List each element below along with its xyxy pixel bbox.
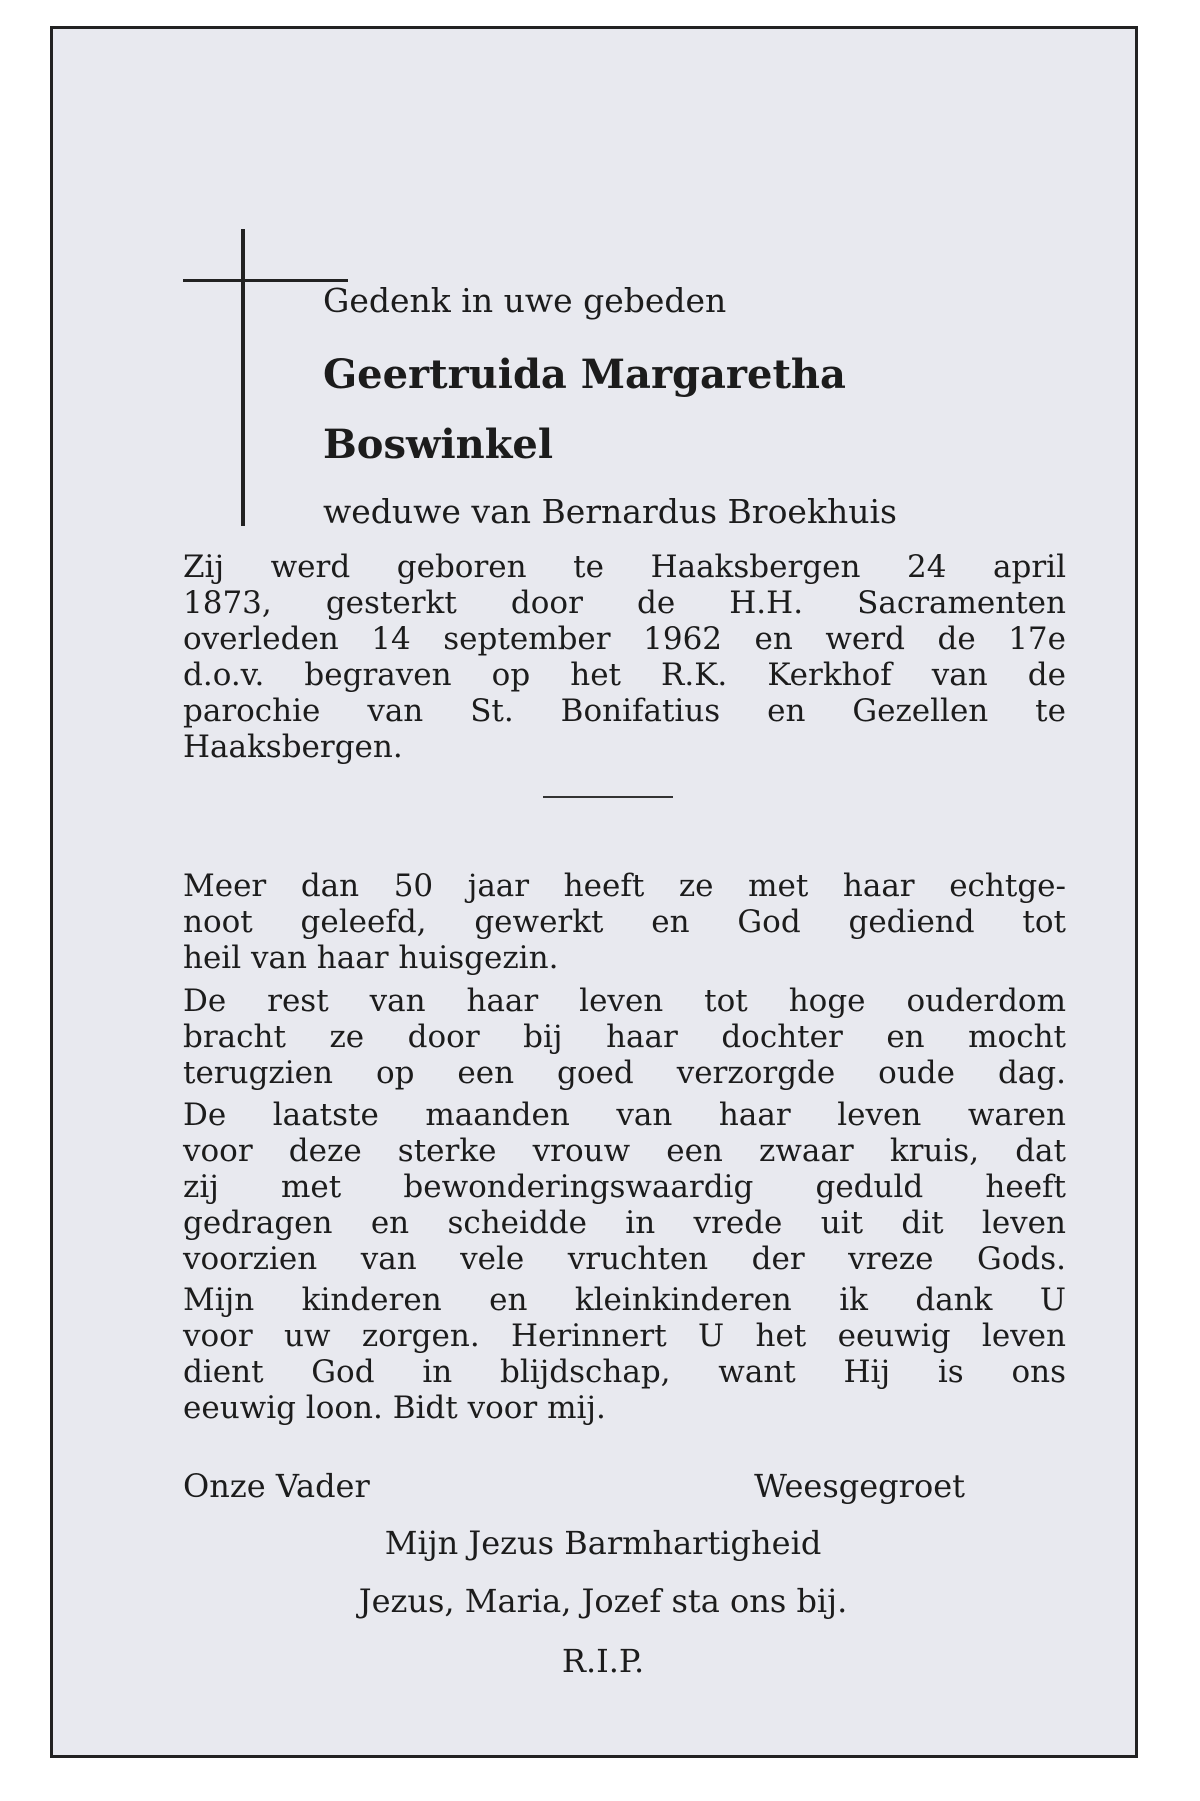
divider: [543, 796, 673, 798]
paragraph-line: noot geleefd, gewerkt en God gediend tot: [183, 904, 1066, 940]
paragraph-marriage: [183, 868, 1066, 976]
paragraph-line: De rest van haar leven tot hoge ouderdom: [183, 983, 1066, 1019]
prayer-onze-vader: Onze Vader: [183, 1467, 370, 1505]
deceased-name-line2: Boswinkel: [323, 421, 554, 468]
paragraph-line: Haaksbergen.: [183, 729, 403, 765]
rip-text: R.I.P.: [561, 1642, 645, 1680]
prayer-weesgegroet: Weesgegroet: [754, 1467, 965, 1505]
paragraph-farewell: [183, 1282, 1066, 1426]
paragraph-line: heil van haar huisgezin.: [183, 940, 559, 976]
widow-line: weduwe van Bernardus Broekhuis: [323, 492, 897, 531]
paragraph-old-age: [183, 983, 1066, 1091]
paragraph-line: overleden 14 september 1962 en werd de 17e: [183, 621, 1066, 657]
paragraph-line: Mijn kinderen en kleinkinderen ik dank U: [183, 1282, 1066, 1318]
cross-icon: [241, 229, 245, 526]
paragraph-line: bracht ze door bij haar dochter en mocht: [183, 1019, 1066, 1055]
paragraph-line: voor deze sterke vrouw een zwaar kruis, dat: [183, 1133, 1066, 1169]
paragraph-line: terugzien op een goed verzorgde oude dag.: [183, 1055, 1066, 1091]
memorial-card: [50, 26, 1138, 1758]
paragraph-line: parochie van St. Bonifatius en Gezellen te: [183, 693, 1066, 729]
prayer-barmhartigheid: Mijn Jezus Barmhartigheid: [384, 1524, 822, 1562]
paragraph-line: 1873, gesterkt door de H.H. Sacramenten: [183, 585, 1066, 621]
paragraph-line: Meer dan 50 jaar heeft ze met haar echtge-: [183, 868, 1066, 904]
paragraph-line: zij met bewonderingswaardig geduld heeft: [183, 1169, 1066, 1205]
paragraph-line: De laatste maanden van haar leven waren: [183, 1097, 1066, 1133]
deceased-name-line1: Geertruida Margaretha: [323, 351, 846, 398]
prayer-jezus-maria-jozef: Jezus, Maria, Jozef sta ons bij.: [358, 1582, 848, 1620]
paragraph-line: gedragen en scheidde in vrede uit dit leven: [183, 1205, 1066, 1241]
paragraph-line: Zij werd geboren te Haaksbergen 24 april: [183, 549, 1066, 585]
paragraph-last-months: [183, 1097, 1066, 1277]
paragraph-birth-death: [183, 549, 1066, 765]
paragraph-line: eeuwig loon. Bidt voor mij.: [183, 1390, 606, 1426]
intro-text: Gedenk in uwe gebeden: [323, 281, 727, 320]
paragraph-line: voor uw zorgen. Herinnert U het eeuwig leven: [183, 1318, 1066, 1354]
paragraph-line: dient God in blijdschap, want Hij is ons: [183, 1354, 1066, 1390]
paragraph-line: voorzien van vele vruchten der vreze Gods.: [183, 1241, 1066, 1277]
paragraph-line: d.o.v. begraven op het R.K. Kerkhof van de: [183, 657, 1066, 693]
